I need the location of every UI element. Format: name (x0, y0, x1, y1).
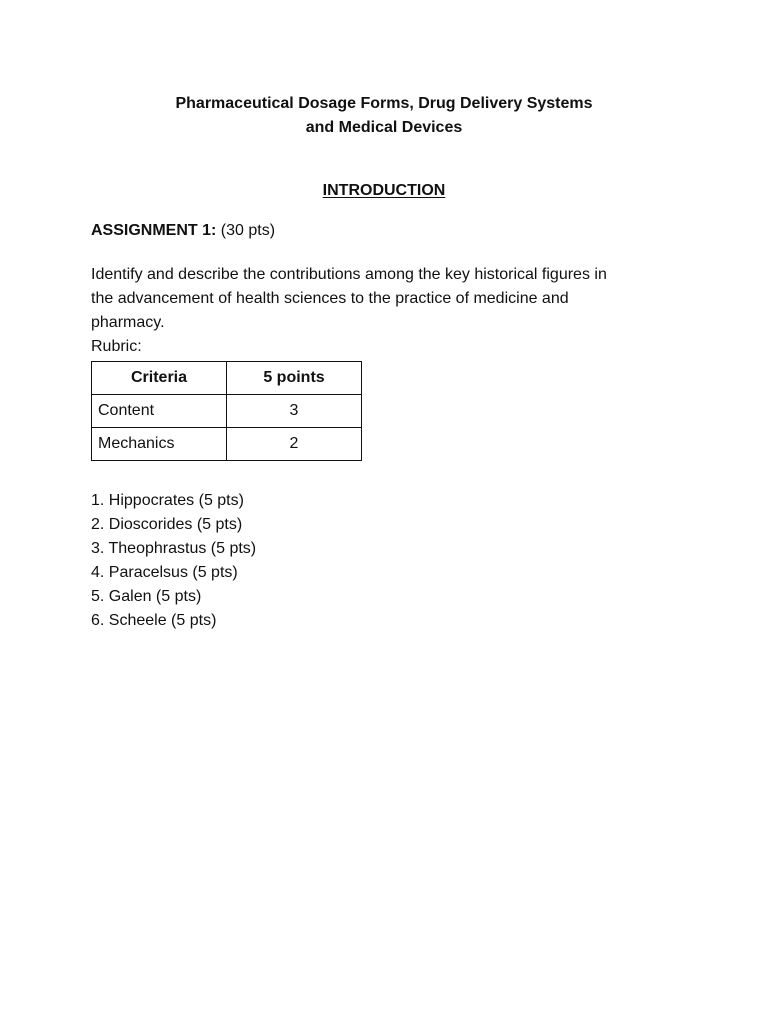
rubric-header-row (92, 362, 362, 395)
rubric-header-points: 5 points (227, 362, 362, 395)
instruction-line: the advancement of health sciences to the practice of medicine and (91, 290, 569, 307)
rubric-criteria-cell: Mechanics (92, 428, 227, 461)
rubric-points-cell: 3 (227, 395, 362, 428)
section-heading (0, 179, 768, 203)
list-item: 3. Theophrastus (5 pts) (91, 540, 257, 557)
assignment-instructions (91, 263, 681, 359)
section-heading-text: INTRODUCTION (322, 182, 446, 199)
instruction-line: Identify and describe the contributions among the key historical figures in (91, 266, 607, 283)
historical-figures-list (91, 489, 256, 633)
list-item: 1. Hippocrates (5 pts) (91, 492, 244, 509)
list-item: 4. Paracelsus (5 pts) (91, 564, 238, 581)
rubric-table (91, 361, 362, 461)
rubric-points-cell: 2 (227, 428, 362, 461)
list-item: 6. Scheele (5 pts) (91, 612, 217, 629)
assignment-heading (91, 219, 275, 243)
instruction-line: pharmacy. (91, 314, 165, 331)
table-row (92, 428, 362, 461)
list-item: 2. Dioscorides (5 pts) (91, 516, 243, 533)
assignment-points: (30 pts) (216, 222, 276, 239)
document-title-line-1: Pharmaceutical Dosage Forms, Drug Delivery Systems (175, 95, 593, 112)
rubric-header-criteria: Criteria (92, 362, 227, 395)
list-item: 5. Galen (5 pts) (91, 588, 202, 605)
rubric-criteria-cell: Content (92, 395, 227, 428)
document-title-line-2: and Medical Devices (305, 119, 463, 136)
rubric-label: Rubric: (91, 338, 142, 355)
table-row (92, 395, 362, 428)
assignment-label: ASSIGNMENT 1: (91, 222, 217, 239)
